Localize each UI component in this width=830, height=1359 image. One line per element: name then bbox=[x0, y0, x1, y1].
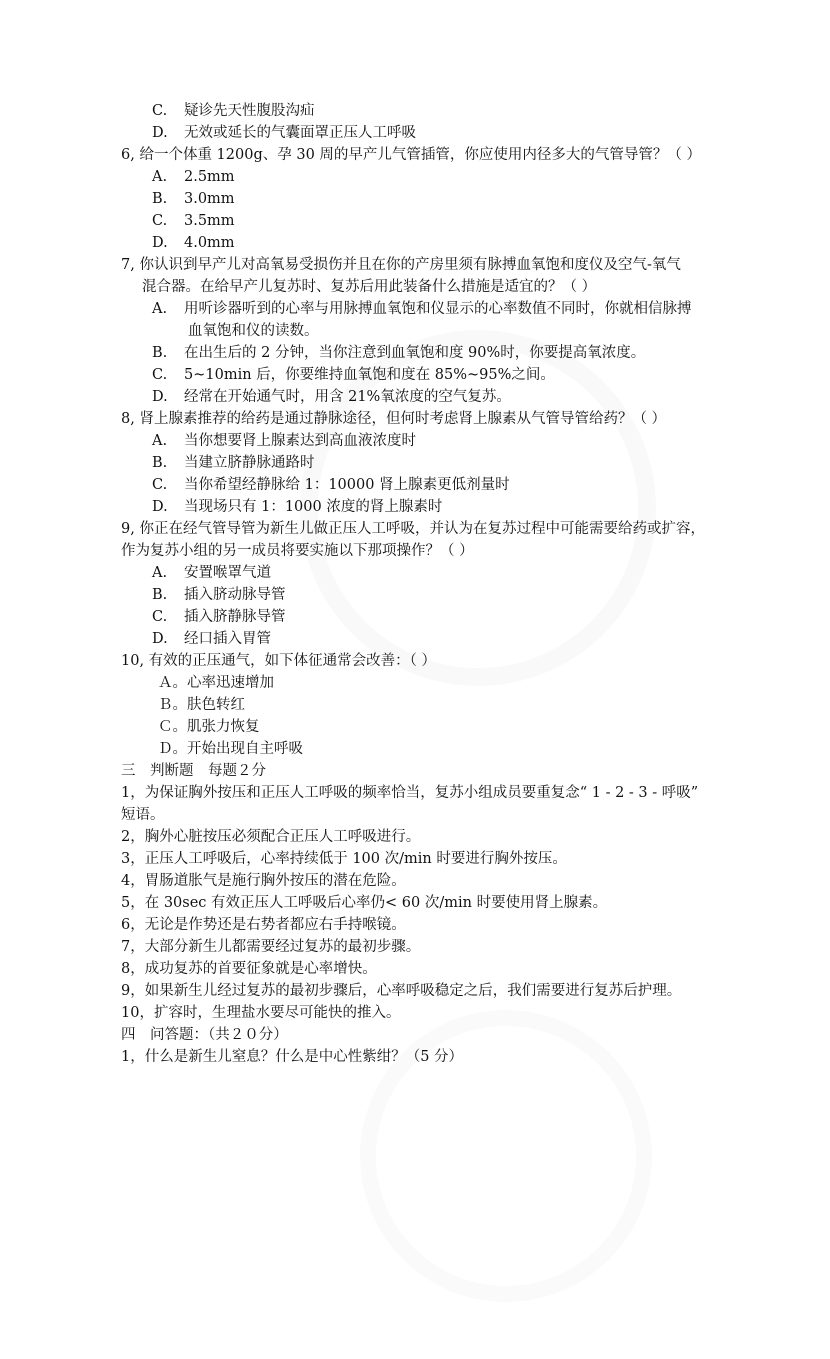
question-9: 9, 你正在经气管导管为新生儿做正压人工呼吸，并认为在复苏过程中可能需要给药或扩容， bbox=[121, 521, 705, 537]
question-7-cont: 混合器。在给早产儿复苏时、复苏后用此装备什么措施是适宜的？（ ） bbox=[142, 279, 597, 295]
question-10: 10, 有效的正压通气，如下体征通常会改善：（ ） bbox=[121, 653, 437, 669]
question-7: 7, 你认识到早产儿对高氧易受损伤并且在你的产房里须有脉搏血氧饱和度仪及空气-氧气 bbox=[121, 257, 681, 273]
judgement-item-10: 10，扩容时，生理盐水要尽可能快的推入。 bbox=[121, 1005, 401, 1021]
question-8: 8, 肾上腺素推荐的给药是通过静脉途径，但何时考虑肾上腺素从气管导管给药？（ ） bbox=[121, 411, 667, 427]
judgement-item-3: 3，正压人工呼吸后，心率持续低于 100 次/min 时要进行胸外按压。 bbox=[121, 851, 567, 867]
essay-question-1: 1，什么是新生儿窒息？什么是中心性紫绀？（5 分） bbox=[121, 1049, 464, 1065]
judgement-item-4: 4，胃肠道胀气是施行胸外按压的潜在危险。 bbox=[121, 873, 406, 889]
section-title-judgement: 三 判断题 每题２分 bbox=[121, 763, 266, 779]
judgement-item-9: 9，如果新生儿经过复苏的最初步骤后，心率呼吸稳定之后，我们需要进行复苏后护理。 bbox=[121, 983, 682, 999]
document-page: C. 疑诊先天性腹股沟疝 D. 无效或延长的气囊面罩正压人工呼吸 6, 给一个体重 1200g、孕 30 周的早产儿气管插管，你应使用内径多大的气管导管？（ ） A. 2.5mm B. 3.0mm C. 3.5mm D. 4.0mm 7, 你认识到早产儿对高氧易受损伤并且在你的产房里须有脉搏血氧饱和度仪及空气-氧气 混合器。在给早产儿复苏时、复苏后用此装备什么措施是适宜的？（ ） A. 用听诊器听到的心率与用脉搏血氧饱和仪显示的心率数值不同时，你就相信脉搏 血氧饱和仪的读数。 B. 在出生后的 2 分钟，当你注意到血氧饱和度 90%时，你要提高氧浓度。 C. 5~10min 后，你要维持血氧饱和度在 85%~95%之间。 D. 经常在开始通气时，用含 21%氧浓度的空气复苏。 8, 肾上腺素推荐的给药是通过静脉途径，但何时考虑肾上腺素从气管导管给药？（ ） A. 当你想要肾上腺素达到高血液浓度时 B. 当建立脐静脉通路时 C. 当你希望经静脉给 1：10000 肾上腺素更低剂量时 D. 当现场只有 1：1000 浓度的肾上腺素时 9, 你正在经气管导管为新生儿做正压人工呼吸，并认为在复苏过程中可能需要给药或扩容， 作为复苏小组的另一成员将要实施以下那项操作？（ ） A. 安置喉罩气道 B. 插入脐动脉导管 C. 插入脐静脉导管 D. 经口插入胃管 10, 有效的正压通气，如下体征通常会改善：（ ） Ａ。心率迅速增加 Ｂ。肤色转红 Ｃ。肌张力恢复 Ｄ。开始出现自主呼吸 三 判断题 每题２分 1，为保证胸外按压和正压人工呼吸的频率恰当，复苏小组成员要重复念“ 1 - 2 - 3 - 呼吸” 短语。 2，胸外心脏按压必须配合正压人工呼吸进行。 3，正压人工呼吸后，心率持续低于 100 次/min 时要进行胸外按压。 4，胃肠道胀气是施行胸外按压的潜在危险。 5，在 30sec 有效正压人工呼吸后心率仍< 60 次/min 时要使用肾上腺素。 6，无论是作势还是右势者都应右手持喉镜。 7，大部分新生儿都需要经过复苏的最初步骤。 8，成功复苏的首要征象就是心率增快。 9，如果新生儿经过复苏的最初步骤后，心率呼吸稳定之后，我们需要进行复苏后护理。 10，扩容时，生理盐水要尽可能快的推入。 四 问答题：（共２０分） 1，什么是新生儿窒息？什么是中心性紫绀？（5 分） bbox=[0, 0, 830, 1174]
option-a-cont: 血氧饱和仪的读数。 bbox=[188, 323, 319, 339]
judgement-item-8: 8，成功复苏的首要征象就是心率增快。 bbox=[121, 961, 377, 977]
judgement-item-6: 6，无论是作势还是右势者都应右手持喉镜。 bbox=[121, 917, 406, 933]
judgement-item-1: 1，为保证胸外按压和正压人工呼吸的频率恰当，复苏小组成员要重复念“ 1 - 2 - 3 - 呼吸” bbox=[121, 785, 699, 801]
section-title-questions: 四 问答题：（共２０分） bbox=[121, 1027, 288, 1043]
option-a: Ａ。心率迅速增加 bbox=[158, 675, 274, 691]
question-6: 6, 给一个体重 1200g、孕 30 周的早产儿气管插管，你应使用内径多大的气管导管？（ ） bbox=[121, 147, 702, 163]
option-c: Ｃ。肌张力恢复 bbox=[158, 719, 260, 735]
question-9-cont: 作为复苏小组的另一成员将要实施以下那项操作？（ ） bbox=[121, 543, 474, 559]
option-d: Ｄ。开始出现自主呼吸 bbox=[158, 741, 303, 757]
judgement-item-2: 2，胸外心脏按压必须配合正压人工呼吸进行。 bbox=[121, 829, 421, 845]
option-b: Ｂ。肤色转红 bbox=[158, 697, 245, 713]
judgement-item-7: 7，大部分新生儿都需要经过复苏的最初步骤。 bbox=[121, 939, 421, 955]
judgement-item-5: 5，在 30sec 有效正压人工呼吸后心率仍< 60 次/min 时要使用肾上腺素。 bbox=[121, 895, 608, 911]
judgement-item-1-cont: 短语。 bbox=[121, 807, 165, 823]
